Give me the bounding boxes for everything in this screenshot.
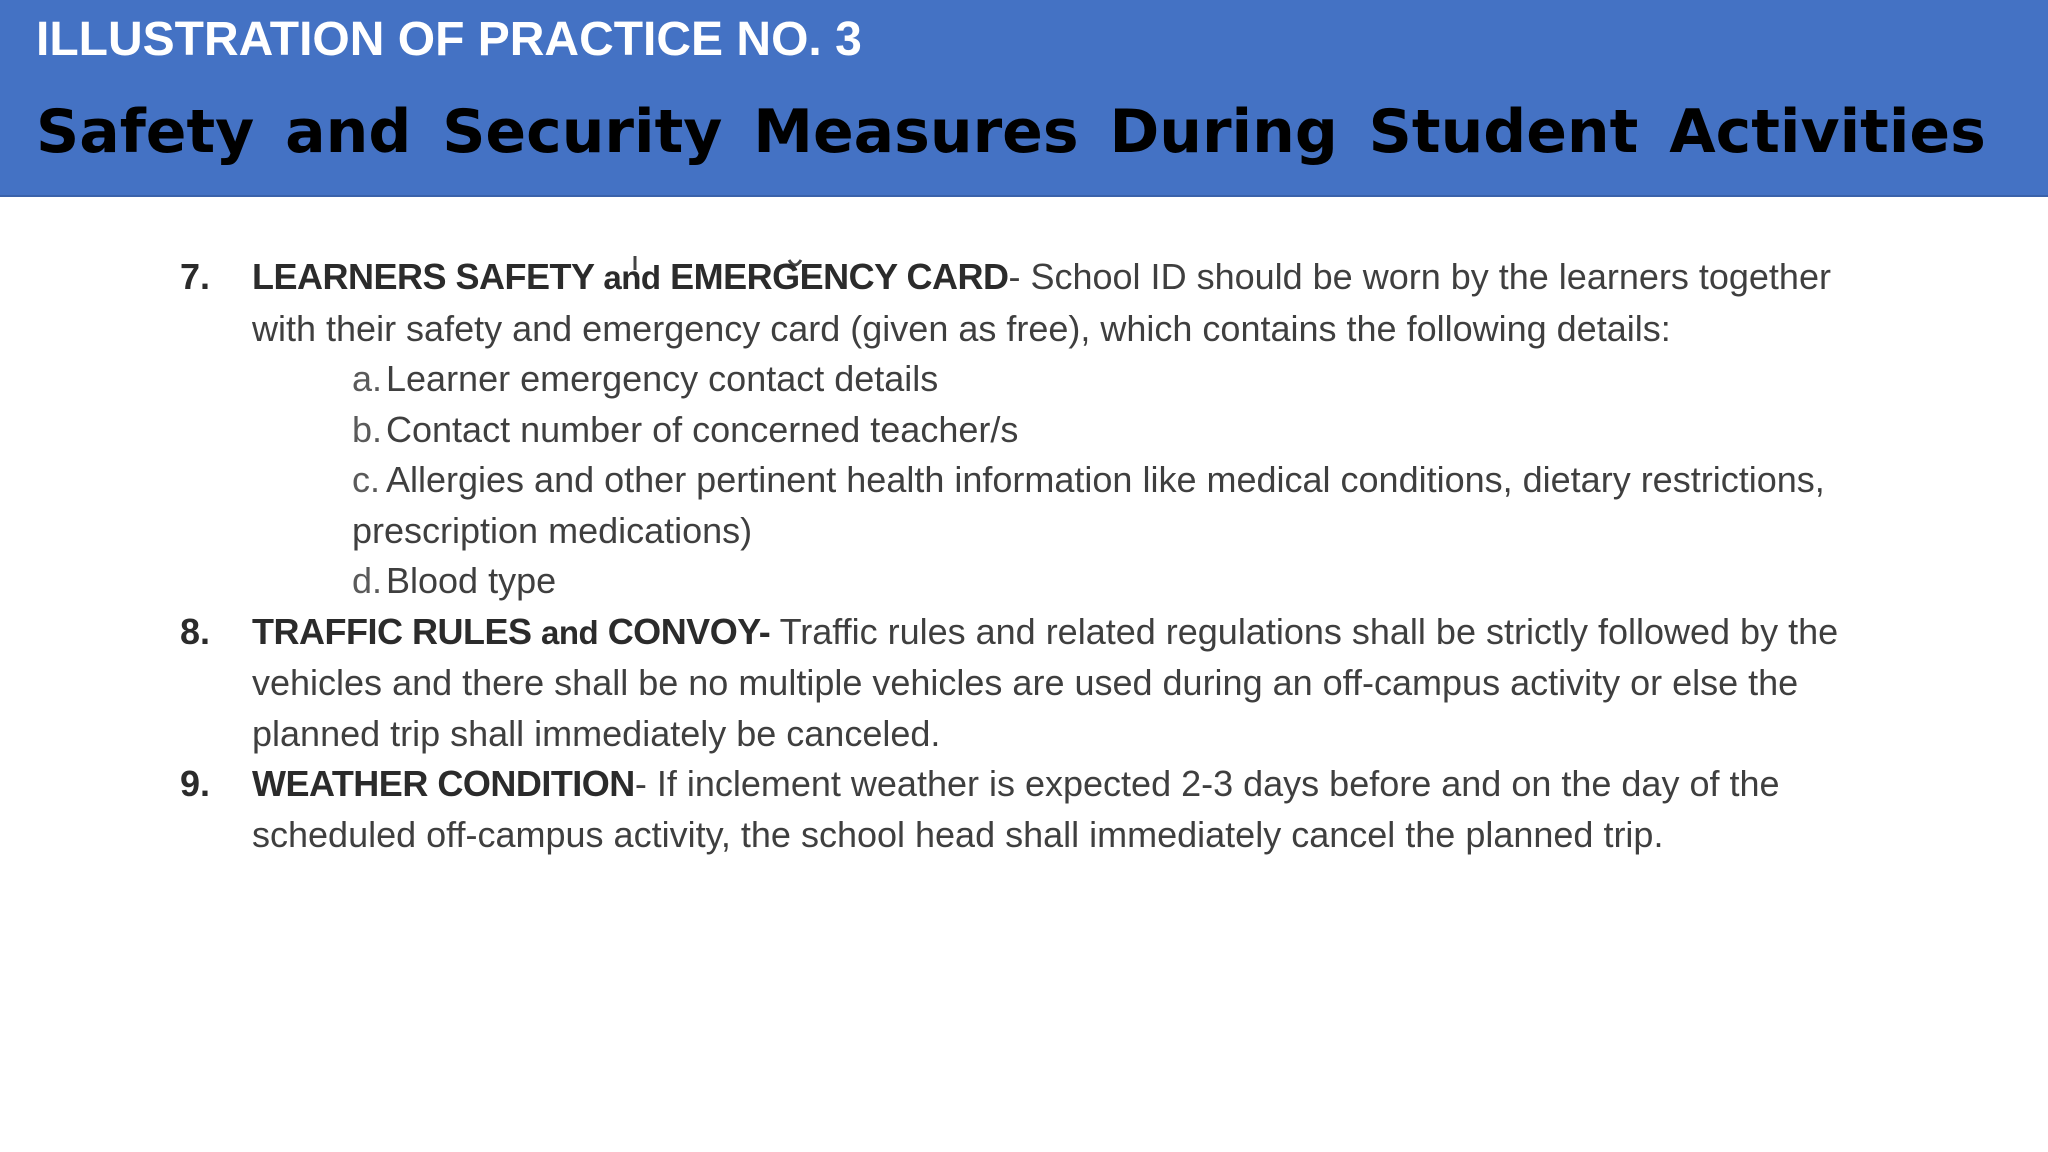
list-item-7	[180, 252, 1880, 354]
slide-title: Safety and Security Measures During Student Activities	[36, 97, 1986, 167]
list-item-8	[180, 607, 1880, 760]
item-number: 8.	[180, 610, 211, 652]
item-number: 9.	[180, 763, 211, 804]
item-dash: -	[634, 763, 647, 804]
sub-item-b: b. Contact number of concerned teacher/s	[352, 408, 1019, 450]
header-banner	[0, 0, 2048, 197]
item-text: If inclement weather is expected 2-3 days before and on the day of the scheduled off-campus activity, the school head shall immediately cancel the planned trip.	[252, 763, 1780, 855]
item-heading: WEATHER CONDITION	[252, 763, 635, 804]
sub-item-a: a. Learner emergency contact details	[352, 358, 939, 399]
item-dash: -	[1008, 256, 1021, 297]
item-text: Traffic rules and related regulations shall be strictly followed by the vehicles and there shall be no multiple vehicles are used during an off-campus activity or else the planned trip shall immediately be canceled.	[252, 610, 1839, 754]
item-text: School ID should be worn by the learners together with their safety and emergency card (given as free), which contains the following details:	[252, 256, 1831, 349]
list-item-9	[180, 759, 1880, 860]
sub-item-c: c. Allergies and other pertinent health information like medical conditions, dietary restrictions, prescription medications)	[352, 459, 1825, 551]
practice-kicker: ILLUSTRATION OF PRACTICE NO. 3	[36, 13, 862, 66]
item-heading: LEARNERS SAFETY and EMERGENCY CARD	[252, 256, 1009, 297]
item-number: 7.	[180, 256, 211, 297]
document-excerpt	[180, 252, 1880, 860]
item-heading: TRAFFIC RULES and CONVOY-	[252, 610, 771, 652]
card-details-list	[180, 354, 1880, 607]
sub-item-d: d. Blood type	[352, 560, 557, 601]
